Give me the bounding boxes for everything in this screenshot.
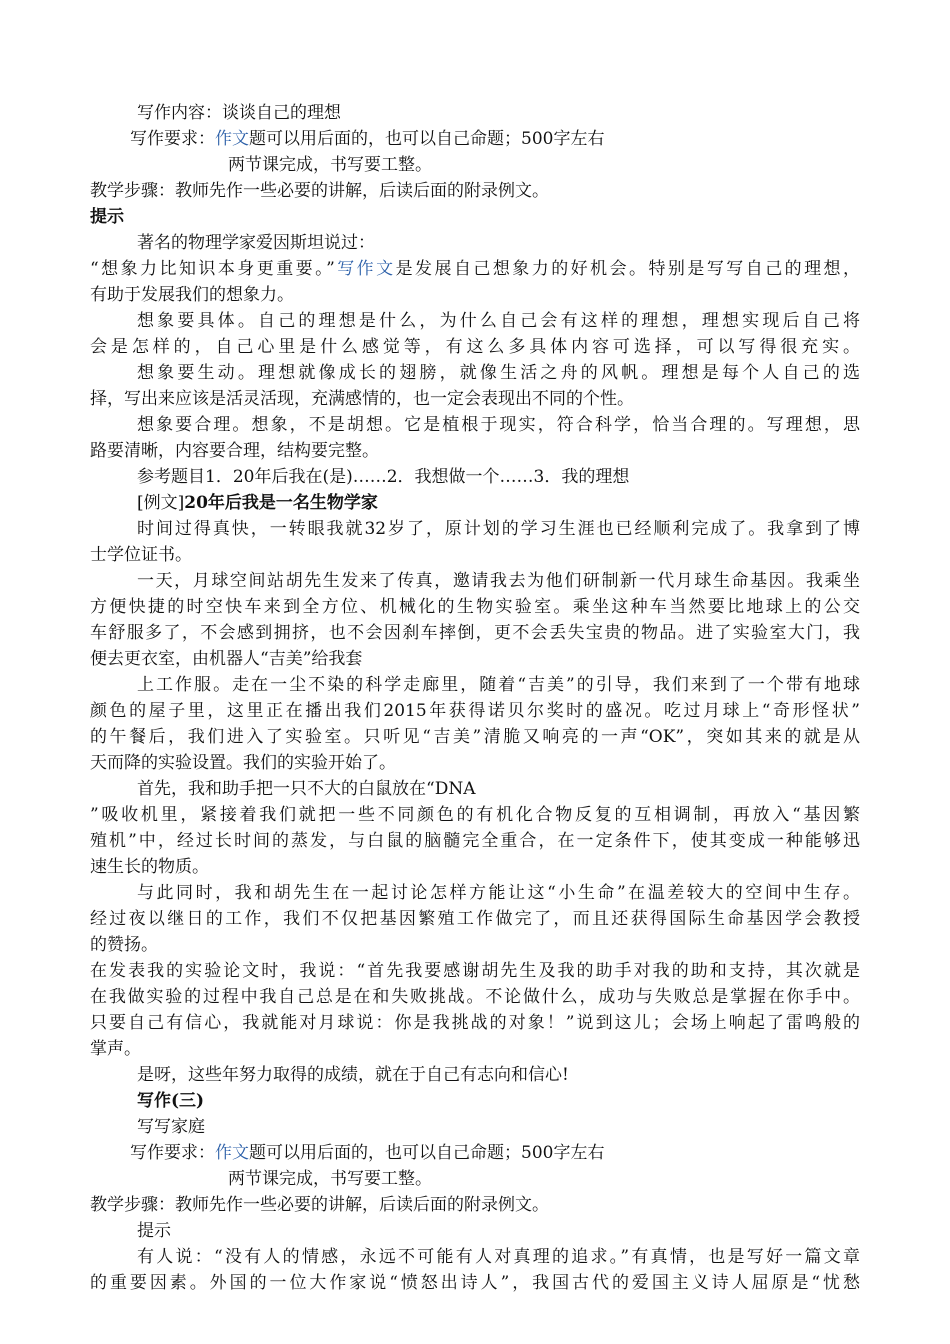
tip-paragraph-3-line-2 [90,334,860,360]
tip-p5b-text: 路要清晰，内容要合理，结构要完整。 [90,441,379,461]
example-line-17 [90,932,158,958]
section-3-p2-text: 的重要因素。外国的一位大作家说“愤怒出诗人”，我国古代的爱国主义诗人屈原是“忧愁 [90,1273,860,1293]
example-l21-text: 掌声。 [90,1039,141,1059]
reference-topics-line [137,464,629,490]
tip-p4b-text: 择，写出来应该是活灵活现，充满感情的，也一定会表现出不同的个性。 [90,389,634,409]
example-line-18 [90,958,860,984]
teaching-steps-text: 教学步骤：教师先作一些必要的讲解，后读后面的附录例文。 [90,181,549,201]
example-line-10 [90,750,396,776]
section-3-teaching-steps [90,1192,549,1218]
section-3-teaching-steps-text: 教学步骤：教师先作一些必要的讲解，后读后面的附录例文。 [90,1195,549,1215]
section-3-p1-text: 有人说：“没有人的情感，永远不可能有人对真理的追求。”有真情，也是写好一篇文章 [137,1247,860,1267]
example-line-14 [90,854,209,880]
essay-link[interactable]: 作文 [215,129,249,149]
tip-paragraph-1 [137,230,375,256]
tip-p1-text: 著名的物理学家爱因斯坦说过： [137,233,375,253]
example-l9-text: 的午餐后，我们进入了实验室。只听见“吉美”清脆又响亮的一声“OK”，突如其来的就是从 [90,727,860,747]
requirement-text: 题可以用后面的，也可以自己命题；500字左右 [249,129,605,149]
section-3-paragraph-line-1 [137,1244,860,1270]
example-line-5 [90,620,860,646]
example-line-11 [137,776,475,802]
write-essay-link[interactable]: 写作文 [334,259,396,279]
tip-paragraph-2-line-2 [90,282,294,308]
example-line-8 [90,698,860,724]
example-title-line [137,490,378,516]
tip-heading-text: 提示 [90,207,124,227]
tip-p3a-text: 想象要具体。自己的理想是什么，为什么自己会有这样的理想，理想实现后自己将 [137,311,860,331]
tip-paragraph-4-line-2 [90,386,634,412]
example-line-2 [90,542,192,568]
tip-p4a-text: 想象要生动。理想就像成长的翅膀，就像生活之舟的风帆。理想是每个人自己的选 [137,363,860,383]
example-title: 20年后我是一名生物学家 [184,493,378,513]
teaching-steps-line [90,178,549,204]
section-3-requirement-line-2 [228,1166,432,1192]
example-l20-text: 只要自己有信心，我就能对月球说：你是我挑战的对象！”说到这儿；会场上响起了雷鸣般的 [90,1013,860,1033]
example-l12-text: ”吸收机里，紧接着我们就把一些不同颜色的有机化合物反复的互相调制，再放入“基因繁 [90,805,860,825]
example-line-21 [90,1036,141,1062]
example-line-6 [90,646,362,672]
example-l11-text: 首先，我和助手把一只不大的白鼠放在“DNA [137,779,476,799]
example-l22-text: 是呀，这些年努力取得的成绩，就在于自己有志向和信心! [137,1065,569,1085]
section-3-paragraph-line-2 [90,1270,860,1296]
reference-topics-text: 参考题目1．20年后我在(是)……2．我想做一个……3．我的理想 [137,467,630,487]
tip-p3b-text: 会是怎样的，自己心里是什么感觉等，有这么多具体内容可选择，可以写得很充实。 [90,337,860,357]
section-3-tip-heading [137,1218,171,1244]
example-l13-text: 殖机”中，经过长时间的蒸发，与白鼠的脑髓完全重合，在一定条件下，使其变成一种能够迅 [90,831,860,851]
example-line-20 [90,1010,860,1036]
section-3-topic-text: 写写家庭 [137,1117,205,1137]
section-3-heading [137,1088,204,1114]
example-l19-text: 在我做实验的过程中我自己总是在和失败挑战。不论做什么，成功与失败总是掌握在你手中。 [90,987,860,1007]
section-3-tip-heading-text: 提示 [137,1221,171,1241]
example-l1-text: 时间过得真快，一转眼我就32岁了，原计划的学习生涯也已经顺利完成了。我拿到了博 [137,519,860,539]
example-l15-text: 与此同时，我和胡先生在一起讨论怎样方能让这“小生命”在温差较大的空间中生存。 [137,883,860,903]
writing-content-line [137,100,341,126]
section-3-requirement-text: 题可以用后面的，也可以自己命题；500字左右 [249,1143,605,1163]
example-line-1 [137,516,860,542]
section-3-requirement-line [130,1140,604,1166]
example-line-7 [137,672,860,698]
example-line-4 [90,594,860,620]
example-l14-text: 速生长的物质。 [90,857,209,877]
tip-paragraph-5-line-1 [137,412,860,438]
tip-p2-quote: “想象力比知识本身更重要。” [90,259,335,279]
tip-p2-text: 是发展自己想象力的好机会。特别是写写自己的理想， [395,259,861,279]
section-3-requirement-line-2-text: 两节课完成，书写要工整。 [228,1169,432,1189]
section-3-heading-text: 写作(三) [137,1091,205,1111]
tip-heading [90,204,124,230]
example-line-9 [90,724,860,750]
section-3-essay-link[interactable]: 作文 [215,1143,249,1163]
example-label: [例文] [137,493,185,513]
example-line-22 [137,1062,569,1088]
tip-paragraph-3-line-1 [137,308,860,334]
example-l6-text: 便去更衣室，由机器人“吉美”给我套 [90,649,363,669]
example-l10-text: 天而降的实验设置。我们的实验开始了。 [90,753,396,773]
section-3-requirement-label: 写作要求： [130,1143,215,1163]
example-line-3 [137,568,860,594]
writing-requirement-line [130,126,604,152]
writing-content-text: 写作内容：谈谈自己的理想 [137,103,341,123]
example-line-15 [137,880,860,906]
tip-paragraph-2-line-1 [90,256,860,282]
example-line-12 [90,802,860,828]
example-l18-text: 在发表我的实验论文时，我说：“首先我要感谢胡先生及我的助手对我的助和支持，其次就是 [90,961,860,981]
example-line-13 [90,828,860,854]
example-l7-text: 上工作服。走在一尘不染的科学走廊里，随着“吉美”的引导，我们来到了一个带有地球 [137,675,860,695]
tip-paragraph-5-line-2 [90,438,379,464]
example-l8-text: 颜色的屋子里，这里正在播出我们2015年获得诺贝尔奖时的盛况。吃过月球上“奇形怪状” [90,701,860,721]
example-l5-text: 车舒服多了，不会感到拥挤，也不会因刹车摔倒，更不会丢失宝贵的物品。进了实验室大门，我 [90,623,860,643]
requirement-line-2-text: 两节课完成，书写要工整。 [228,155,432,175]
example-l4-text: 方便快捷的时空快车来到全方位、机械化的生物实验室。乘坐这种车当然要比地球上的公交 [90,597,860,617]
section-3-topic [137,1114,205,1140]
example-l17-text: 的赞扬。 [90,935,158,955]
tip-paragraph-4-line-1 [137,360,860,386]
example-l16-text: 经过夜以继日的工作，我们不仅把基因繁殖工作做完了，而且还获得国际生命基因学会教授 [90,909,860,929]
example-line-19 [90,984,860,1010]
requirement-label: 写作要求： [130,129,215,149]
requirement-line-2 [228,152,432,178]
example-line-16 [90,906,860,932]
example-l2-text: 士学位证书。 [90,545,192,565]
tip-p2-end: 有助于发展我们的想象力。 [90,285,294,305]
example-l3-text: 一天，月球空间站胡先生发来了传真，邀请我去为他们研制新一代月球生命基因。我乘坐 [137,571,860,591]
tip-p5a-text: 想象要合理。想象，不是胡想。它是植根于现实，符合科学，恰当合理的。写理想，思 [137,415,860,435]
